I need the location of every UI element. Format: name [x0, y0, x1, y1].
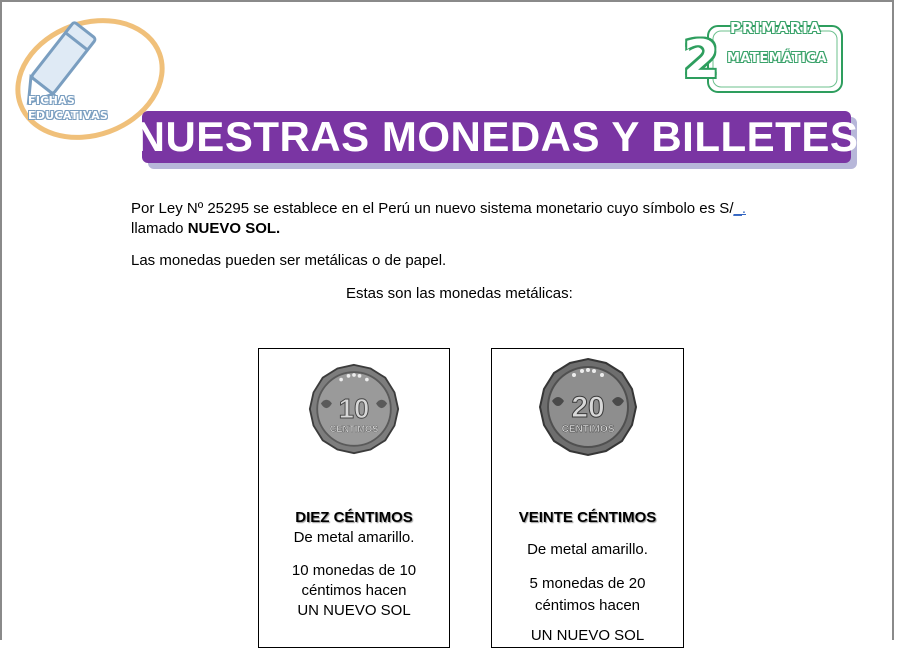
logo-line-1: FICHAS	[28, 94, 76, 107]
intro-text: Por Ley Nº 25295 se establece en el Perú un nuevo sistema monetario cuyo símbolo es S/	[131, 200, 734, 217]
coin-10-name: DIEZ CÉNTIMOS	[295, 509, 413, 526]
coin-10-image	[308, 363, 400, 455]
coin-20-equiv-line-2: céntimos hacen	[534, 597, 641, 614]
coin-20-name: VEINTE CÉNTIMOS	[518, 509, 657, 526]
page-title: NUESTRAS MONEDAS Y BILLETES	[134, 113, 859, 160]
coin-20-metal: De metal amarillo.	[527, 541, 648, 558]
coin-10-equivalence	[259, 561, 449, 621]
coin-20-equivalence	[492, 573, 683, 647]
logo-text	[28, 93, 108, 123]
coin-20-numeral: 20	[570, 391, 605, 424]
coin-10-numeral: 10	[338, 393, 370, 425]
coin-card-10	[258, 348, 450, 648]
badge-level: PRIMARIA	[730, 19, 822, 37]
intro-prefix: llamado	[131, 220, 188, 237]
coin-20-equiv-line-1: 5 monedas de 20	[529, 575, 646, 592]
intro-paragraph	[131, 199, 831, 239]
coin-10-equiv-line-2: céntimos hacen	[301, 582, 407, 599]
currency-name: NUEVO SOL.	[187, 220, 281, 237]
coin-10-equiv-line-1: 10 monedas de 10	[291, 562, 417, 579]
currency-symbol: _.	[733, 200, 746, 217]
coin-20-word: CENTIMOS	[561, 424, 614, 435]
coin-10-equiv-line-3: UN NUEVO SOL	[297, 602, 411, 619]
types-paragraph: Las monedas pueden ser metálicas o de papel.	[131, 252, 447, 269]
coin-10-metal: De metal amarillo.	[293, 529, 415, 546]
badge-grade: 2	[683, 30, 720, 90]
title-banner	[134, 111, 859, 163]
coin-20-image	[538, 357, 638, 457]
metal-coins-heading: Estas son las monedas metálicas:	[346, 285, 573, 302]
coin-20-equiv-line-3: UN NUEVO SOL	[530, 627, 645, 644]
coin-10-word: CENTIMOS	[329, 424, 379, 434]
coin-card-20	[491, 348, 684, 648]
badge-subject: MATEMÁTICA	[727, 51, 828, 66]
logo-line-2: EDUCATIVAS	[28, 109, 109, 122]
